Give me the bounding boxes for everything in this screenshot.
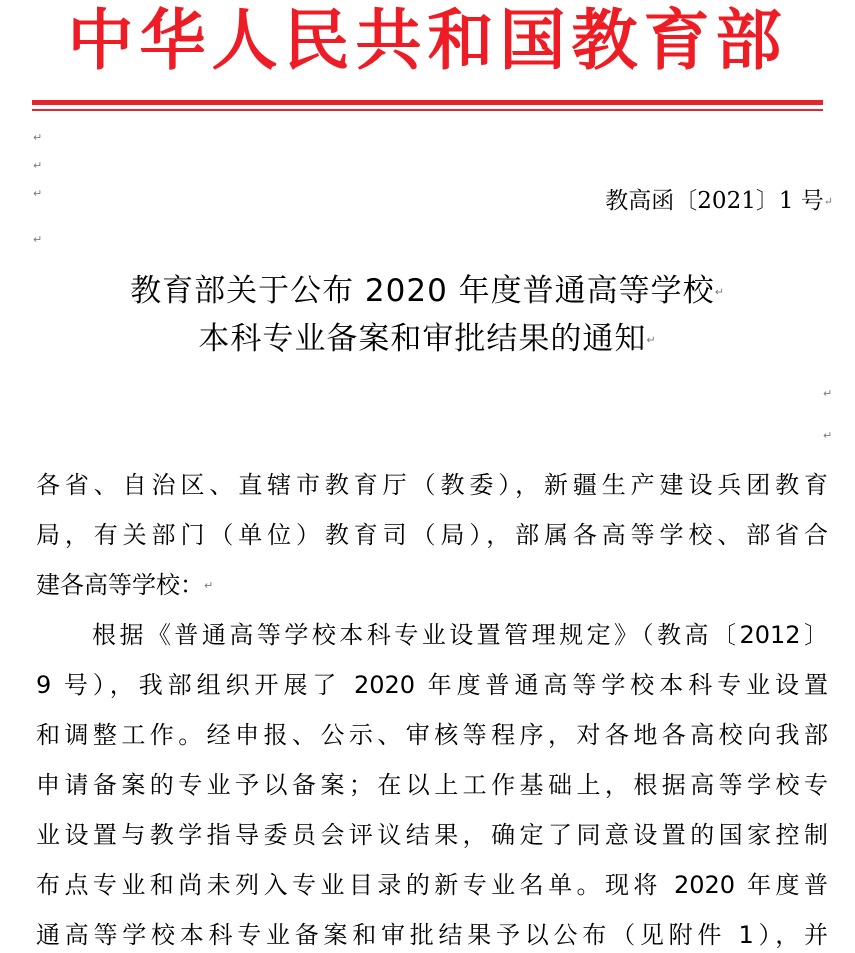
- paragraph-mark-icon: ↵: [823, 429, 833, 442]
- addressee-line-last: 建各高等学校：↵: [36, 571, 214, 599]
- paragraph-mark-icon: ↵: [714, 285, 725, 299]
- paragraph-mark-icon: ↵: [33, 159, 43, 172]
- paragraph-mark-icon: ↵: [204, 579, 214, 592]
- paragraph-mark-icon: ↵: [33, 187, 43, 200]
- paragraph-mark-icon: ↵: [823, 387, 833, 400]
- document-number: [605, 186, 833, 217]
- body-line: 申请备案的专业予以备案；在以上工作基础上，根据高等学校专: [36, 771, 828, 799]
- body-line: 布点专业和尚未列入专业目录的新专业名单。现将 2020 年度普: [36, 871, 828, 899]
- title-line-1: 教育部关于公布 2020 年度普通高等学校↵: [130, 273, 725, 309]
- paragraph-mark-icon: ↵: [33, 233, 43, 246]
- document-number-text: 教高函〔2021〕1 号: [605, 188, 824, 214]
- body-line: 9 号），我部组织开展了 2020 年度普通高等学校本科专业设置: [36, 671, 828, 699]
- addressee-line: 各省、自治区、直辖市教育厅（教委），新疆生产建设兵团教育: [36, 471, 828, 499]
- body-line: 和调整工作。经申报、公示、审核等程序，对各地各高校向我部: [36, 721, 828, 749]
- body-line: 业设置与教学指导委员会评议结果，确定了同意设置的国家控制: [36, 821, 828, 849]
- document-title: [0, 268, 855, 363]
- document-body: [36, 460, 828, 953]
- masthead-title: 中华人民共和国教育部: [67, 2, 788, 79]
- red-rule-thin: [32, 109, 823, 111]
- paragraph-mark-icon: ↵: [33, 131, 43, 144]
- red-rule-thick: [32, 100, 823, 105]
- addressee-line: 局，有关部门（单位）教育司（局），部属各高等学校、部省合: [36, 521, 828, 549]
- body-line: 通高等学校本科专业备案和审批结果予以公布（见附件 1），并: [36, 921, 828, 949]
- paragraph-mark-icon: ↵: [823, 195, 833, 208]
- title-line-2: 本科专业备案和审批结果的通知↵: [198, 320, 657, 357]
- paragraph-mark-icon: ↵: [646, 333, 657, 346]
- body-line: 根据《普通高等学校本科专业设置管理规定》（教高〔2012〕: [92, 621, 828, 649]
